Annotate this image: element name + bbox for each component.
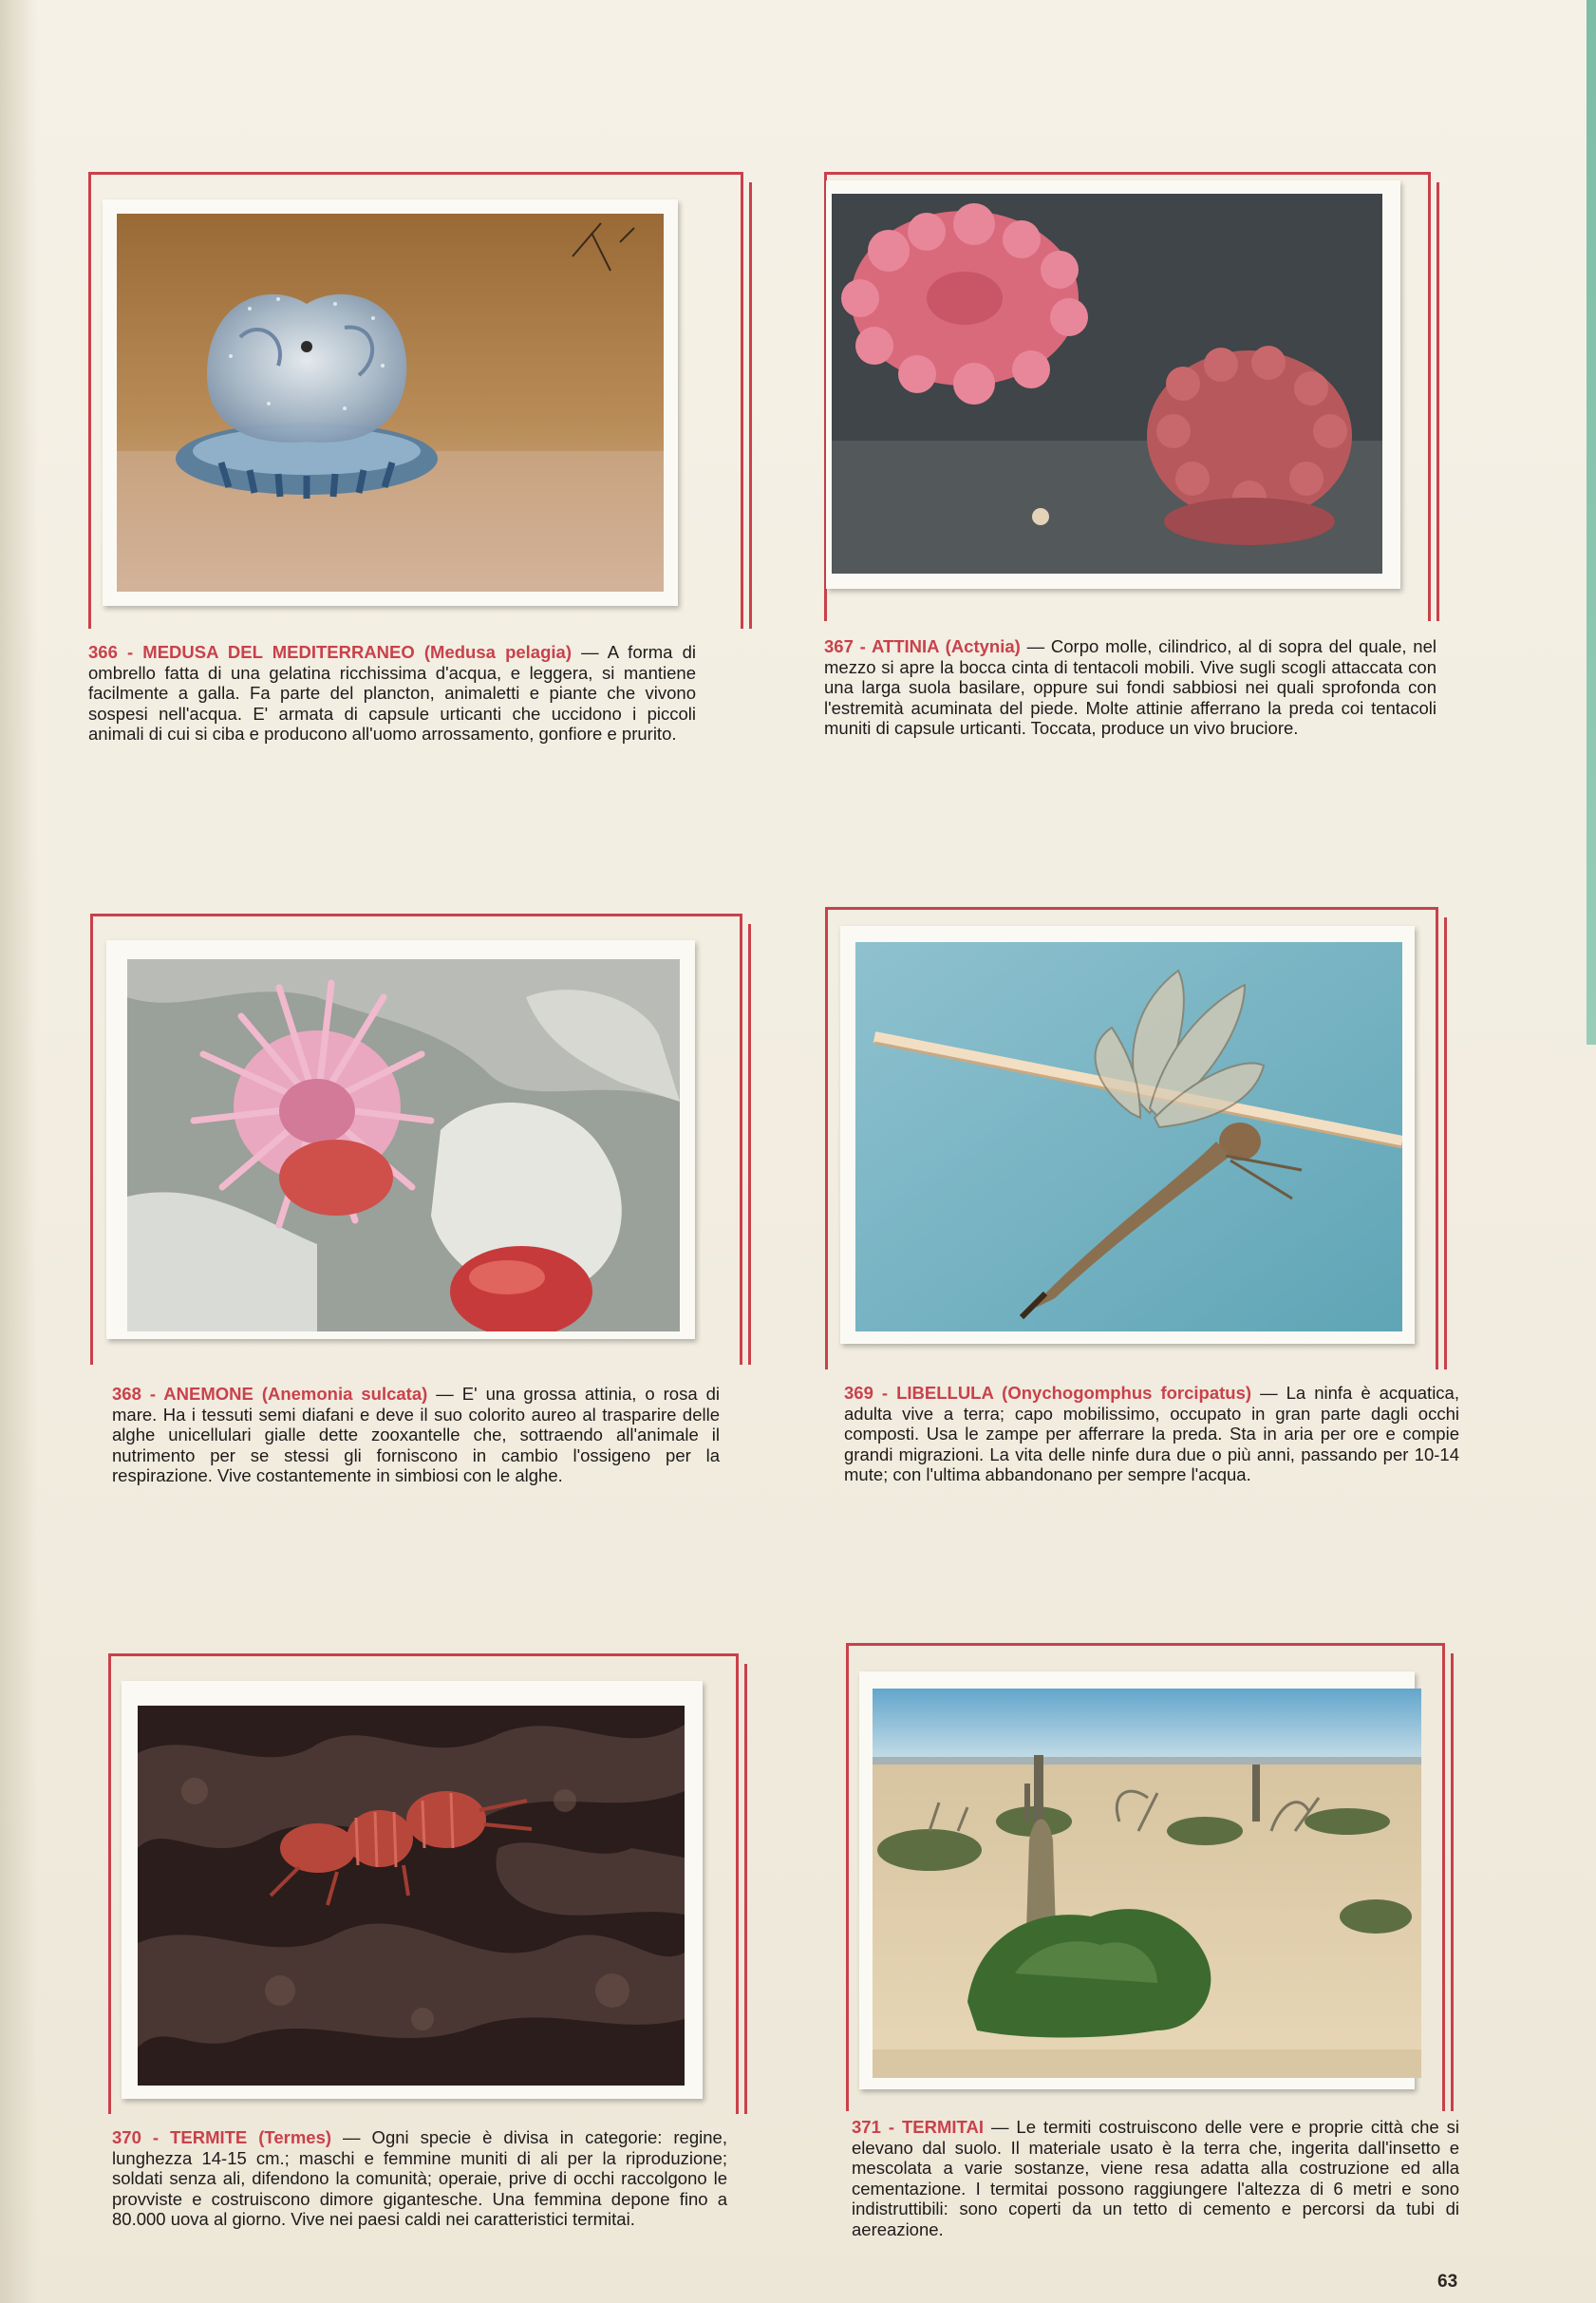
sticker-369 bbox=[840, 926, 1415, 1344]
caption-370: 370 - TERMITE (Termes) — Ogni specie è divisa in categorie: regine, lunghezza 14-15 cm.; maschi e femmine muniti di ali per la riproduzione; soldati senza ali, difendono la comunità; operaie, prive di occhi raccolgono le provviste e costruiscono dimore gigantesche. Una femmina depone fino a 80.000 uova al giorno. Vive nei paesi caldi nei caratteristici termitai. bbox=[112, 2127, 727, 2229]
card-title: ANEMONE (Anemonia sulcata) bbox=[163, 1384, 428, 1404]
sticker-366 bbox=[103, 199, 678, 606]
page-binding-shadow bbox=[0, 0, 38, 2303]
sticker-368 bbox=[106, 940, 695, 1339]
card-text: — Ogni specie è divisa in categorie: regine, lunghezza 14-15 cm.; maschi e femmine muniti di ali per la riproduzione; soldati senza ali, difendono la comunità; operaie, prive di occhi raccolgono le provviste e costruiscono dimore gigantesche. Una femmina depone fino a 80.000 uova al giorno. Vive nei paesi caldi nei caratteristici termitai. bbox=[112, 2127, 727, 2229]
photo-dragonfly bbox=[855, 942, 1402, 1331]
card-text: — E' una grossa attinia, o rosa di mare. Ha i tessuti semi diafani e deve il suo colorito aureo al trasparire delle alghe unicellulari gialle dette zooxantelle che, sottraendo all'animale il nutrimento per se stessi gli forniscono in cambio l'ossigeno per la respirazione. Vive costantemente in simbiosi con le alghe. bbox=[112, 1384, 720, 1485]
card-number: 371 bbox=[852, 2117, 881, 2137]
photo-termite-mounds bbox=[873, 1689, 1421, 2078]
card-number: 366 bbox=[88, 642, 118, 662]
caption-367: 367 - ATTINIA (Actynia) — Corpo molle, cilindrico, al di sopra del quale, nel mezzo si apre la bocca cinta di tentacoli mobili. Vive sugli scogli attaccata con una larga suola basilare, oppure sui fondi sabbiosi nei quali sprofonda con l'estremità acuminata del piede. Molte attinie afferrano la preda coi tentacoli muniti di capsule urticanti. Toccata, produce un vivo bruciore. bbox=[824, 636, 1436, 738]
caption-371: 371 - TERMITAI — Le termiti costruiscono delle vere e proprie città che si elevano dal suolo. Il materiale usato è la terra che, ingerita dall'insetto e mescolata a varie sostanze, viene resa adatta alla costruzione ed alla cementazione. I termitai possono raggiungere l'altezza di 6 metri e sono indistruttibili: sono coperti da un tetto di cemento e percorsi da tubi di aereazione. bbox=[852, 2117, 1459, 2239]
card-text: — La ninfa è acquatica, adulta vive a terra; capo mobilissimo, occupato in gran parte dagli occhi composti. Usa le zampe per afferrare la preda. Sta in aria per ore e compie grandi migrazioni. La vita delle ninfe dura due o più anni, passando per 10-14 mute; con l'ultima abbandonano per sempre l'acqua. bbox=[844, 1383, 1459, 1484]
photo-sea-anemone bbox=[832, 194, 1382, 574]
card-number: 368 bbox=[112, 1384, 141, 1404]
card-title: TERMITAI bbox=[901, 2117, 984, 2137]
caption-369: 369 - LIBELLULA (Onychogomphus forcipatus) — La ninfa è acquatica, adulta vive a terra; capo mobilissimo, occupato in gran parte dagli occhi composti. Usa le zampe per afferrare la preda. Sta in aria per ore e compie grandi migrazioni. La vita delle ninfe dura due o più anni, passando per 10-14 mute; con l'ultima abbandonano per sempre l'acqua. bbox=[844, 1383, 1459, 1484]
caption-368: 368 - ANEMONE (Anemonia sulcata) — E' una grossa attinia, o rosa di mare. Ha i tessuti semi diafani e deve il suo colorito aureo al trasparire delle alghe unicellulari gialle dette zooxantelle che, sottraendo all'animale il nutrimento per se stessi gli forniscono in cambio l'ossigeno per la respirazione. Vive costantemente in simbiosi con le alghe. bbox=[112, 1384, 720, 1485]
sticker-370 bbox=[122, 1681, 703, 2099]
card-title: LIBELLULA (Onychogomphus forcipatus) bbox=[896, 1383, 1252, 1403]
card-text: — Corpo molle, cilindrico, al di sopra del quale, nel mezzo si apre la bocca cinta di tentacoli mobili. Vive sugli scogli attaccata con una larga suola basilare, oppure sui fondi sabbiosi nei quali sprofonda con l'estremità acuminata del piede. Molte attinie afferrano la preda coi tentacoli muniti di capsule urticanti. Toccata, produce un vivo bruciore. bbox=[824, 636, 1436, 738]
caption-366: 366 - MEDUSA DEL MEDITERRANEO (Medusa pelagia) — A forma di ombrello fatta di una gelatina ricchissima d'acqua, e leggera, si mantiene facilmente a galla. Fa parte del plancton, animaletti e piante che vivono sospesi nell'acqua. E' armata di capsule urticanti che uccidono i piccoli animali di cui si ciba e producono all'uomo arrossamento, gonfiore e prurito. bbox=[88, 642, 696, 744]
page-number: 63 bbox=[1437, 2272, 1458, 2292]
card-title: TERMITE (Termes) bbox=[170, 2127, 332, 2147]
card-title: MEDUSA DEL MEDITERRANEO (Medusa pelagia) bbox=[142, 642, 572, 662]
card-text: — Le termiti costruiscono delle vere e proprie città che si elevano dal suolo. Il materiale usato è la terra che, ingerita dall'insetto e mescolata a varie sostanze, viene resa adatta alla costruzione ed alla cementazione. I termitai possono raggiungere l'altezza di 6 metri e sono indistruttibili: sono coperti da un tetto di cemento e percorsi da tubi di aereazione. bbox=[852, 2117, 1459, 2239]
sticker-371 bbox=[859, 1671, 1415, 2089]
photo-jellyfish bbox=[117, 214, 664, 592]
photo-termite bbox=[138, 1706, 685, 2086]
card-text: — A forma di ombrello fatta di una gelatina ricchissima d'acqua, e leggera, si mantiene facilmente a galla. Fa parte del plancton, animaletti e piante che vivono sospesi nell'acqua. E' armata di capsule urticanti che uccidono i piccoli animali di cui si ciba e producono all'uomo arrossamento, gonfiore e prurito. bbox=[88, 642, 696, 744]
photo-anemone bbox=[127, 959, 680, 1331]
card-number: 369 bbox=[844, 1383, 873, 1403]
card-title: ATTINIA (Actynia) bbox=[871, 636, 1021, 656]
card-number: 367 bbox=[824, 636, 854, 656]
page-edge-stain bbox=[1587, 0, 1596, 1045]
card-number: 370 bbox=[112, 2127, 141, 2147]
sticker-367 bbox=[826, 180, 1400, 589]
